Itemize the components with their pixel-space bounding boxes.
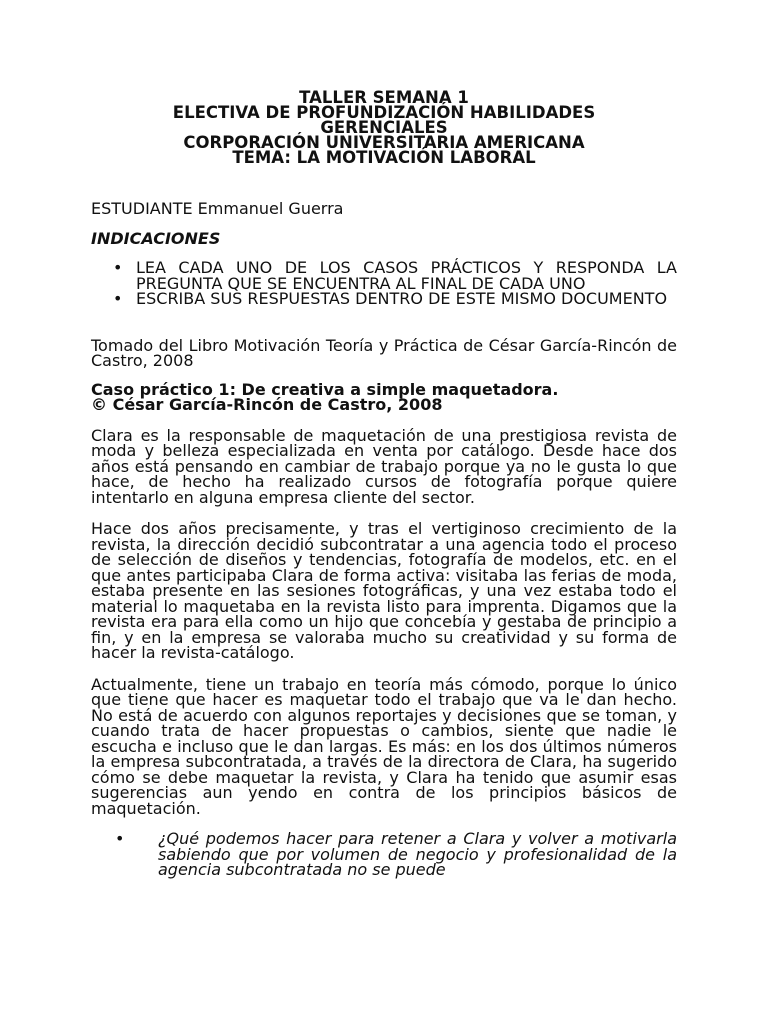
case-question-text: ¿Qué podemos hacer para retener a Clara y volver a motivarla sabiendo que por volumen de negocio y profesionalidad de la agencia subcontratada no se puede bbox=[158, 829, 677, 879]
case-question bbox=[91, 831, 677, 878]
student-name: ESTUDIANTE Emmanuel Guerra bbox=[91, 199, 344, 218]
bullet-icon: • bbox=[113, 289, 123, 308]
case-title bbox=[91, 379, 677, 414]
indication-text: ESCRIBA SUS RESPUESTAS DENTRO DE ESTE MISMO DOCUMENTO bbox=[136, 289, 668, 308]
indications-heading: INDICACIONES bbox=[91, 229, 221, 248]
header-line-workshop: TALLER SEMANA 1 bbox=[299, 88, 469, 107]
indication-item bbox=[91, 260, 677, 291]
bullet-icon: • bbox=[115, 829, 125, 848]
document-header bbox=[91, 90, 677, 165]
header-line-elective-cont: GERENCIALES bbox=[320, 118, 448, 137]
header-line-topic: TEMA: LA MOTIVACIÓN LABORAL bbox=[232, 148, 536, 167]
header-line-university: CORPORACIÓN UNIVERSITARIA AMERICANA bbox=[183, 133, 585, 152]
case-copyright-line: © César García-Rincón de Castro, 2008 bbox=[91, 394, 443, 414]
case-paragraph: Actualmente, tiene un trabajo en teoría más cómodo, porque lo único que tiene que hacer es maquetar todo el trabajo que va le dan hecho. No está de acuerdo con algunos reportajes y decisiones que se toman, y cuando trata de hacer propuestas o cambios, siente que nadie le escucha e incluso que le dan largas. Es más: en los dos últimos números la empresa subcontratada, a través de la directora de Clara, ha sugerido cómo se debe maquetar la revista, y Clara ha tenido que asumir esas sugerencias aun yendo en contra de los principios básicos de maquetación. bbox=[91, 674, 677, 818]
indication-item bbox=[91, 291, 677, 307]
document-content bbox=[91, 90, 677, 878]
indications-list bbox=[91, 260, 677, 307]
case-paragraph: Clara es la responsable de maquetación de una prestigiosa revista de moda y belleza especializada en venta por catálogo. Desde hace dos años está pensando en cambiar de trabajo porque ya no le gusta lo que hace, de hecho ha realizado cursos de fotografía porque quiere intentarlo en alguna empresa cliente del sector. bbox=[91, 425, 677, 507]
source-citation: Tomado del Libro Motivación Teoría y Práctica de César García-Rincón de Castro, 2008 bbox=[91, 335, 677, 370]
header-line-elective: ELECTIVA DE PROFUNDIZACIÓN HABILIDADES bbox=[172, 103, 596, 122]
bullet-icon: • bbox=[113, 258, 123, 277]
case-title-line: Caso práctico 1: De creativa a simple maquetadora. bbox=[91, 379, 559, 399]
indication-text: LEA CADA UNO DE LOS CASOS PRÁCTICOS Y RESPONDA LA PREGUNTA QUE SE ENCUENTRA AL FINAL DE CADA UNO bbox=[136, 258, 677, 293]
case-paragraph: Hace dos años precisamente, y tras el vertiginoso crecimiento de la revista, la dirección decidió subcontratar a una agencia todo el proceso de selección de diseños y tendencias, fotografía de modelos, etc. en el que antes participaba Clara de forma activa: visitaba las ferias de moda, estaba presente en las sesiones fotográficas, y una vez estaba todo el material lo maquetaba en la revista listo para imprenta. Digamos que la revista era para ella como un hijo que concebía y gestaba de principio a fin, y en la empresa se valoraba mucho su creatividad y su forma de hacer la revista-catálogo. bbox=[91, 519, 677, 662]
